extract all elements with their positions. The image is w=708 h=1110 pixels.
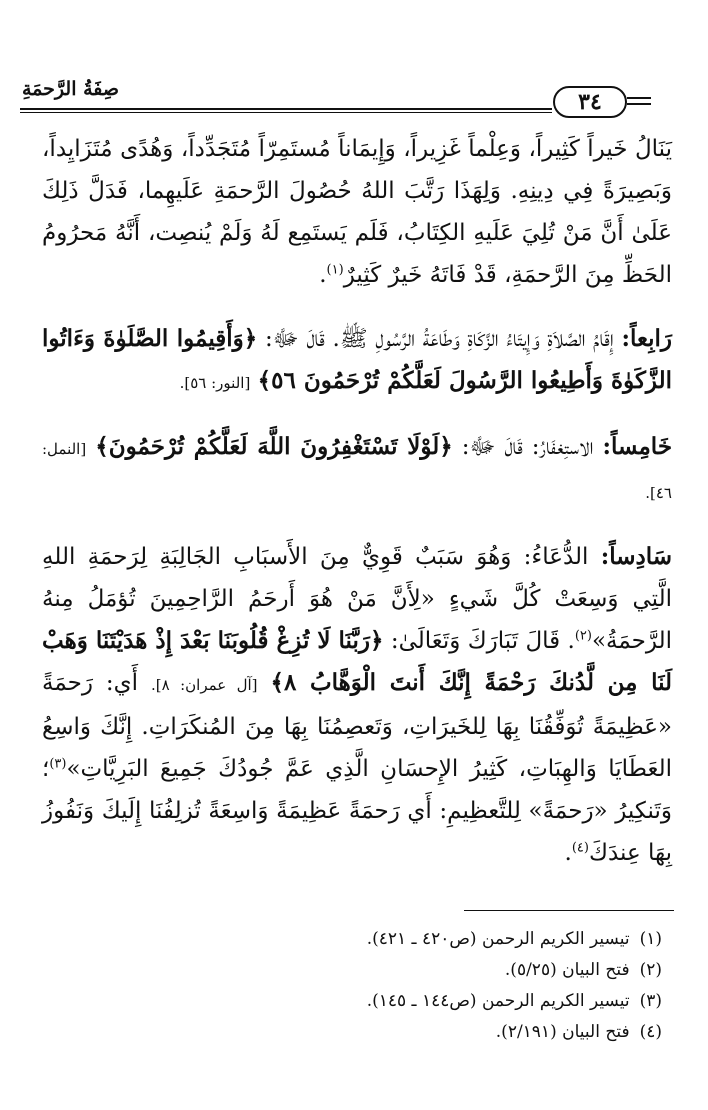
quran-verse: ﴿وَأَقِيمُوا الصَّلَوٰةَ وَءَاتُوا الزَّكَوٰةَ وَأَطِيعُوا الرَّسُولَ لَعَلَّكُمْ تُرْحَمُونَ ٥٦﴾ xyxy=(42,325,672,394)
quran-verse: ﴿لَوْلَا تَسْتَغْفِرُونَ اللَّهَ لَعَلَّكُمْ تُرْحَمُونَ﴾ xyxy=(95,433,453,460)
paragraph-text: الاستِغفَارُ: قَالَ ﷻ: xyxy=(461,434,594,460)
section-lead: سَادِساً: xyxy=(600,543,672,570)
verse-reference: [آل عمران: ٨]. xyxy=(151,676,258,694)
paragraph-text: يَنَالُ خَيراً كَثِيراً، وَعِلْماً غَزِيراً، وَإِيمَاناً مُستَمِرّاً مُتَجَدِّداً، وَهُدًى مُتَزَايِداً، وَبَصِيرَةً فِي دِينِهِ. وَلِهَذَا رَتَّبَ اللهُ حُصُولَ الرَّحمَةِ عَلَيهِما، فَدَلَّ ذَلِكَ عَلَىٰ أَنَّ مَنْ تُلِيَ عَلَيهِ الكِتَابُ، فَلَم يَستَمِع لَهُ وَلَمْ يُنصِت، أَنَّهُ مَحرُومُ الحَظِّ مِنَ الرَّحمَةِ، قَدْ فَاتَهُ خَيرٌ كَثِيرٌ xyxy=(42,136,672,288)
footnote-item xyxy=(42,955,662,986)
body-text xyxy=(42,128,672,874)
footnote-item xyxy=(42,986,662,1017)
footnote-item xyxy=(42,924,662,955)
paragraph-5th xyxy=(42,426,672,514)
paragraph-text: إِقَامُ الصَّلاَةِ وَإِيتَاءُ الزَّكَاةِ وَطَاعَةُ الرَّسُولِ ﷺ. قَالَ ﷻ: xyxy=(264,326,614,352)
header-rule-thin xyxy=(20,112,552,113)
header-rule xyxy=(20,108,552,110)
punctuation: . xyxy=(319,262,327,288)
header-ornament-line xyxy=(627,97,651,99)
section-lead: رَابِعاً: xyxy=(621,325,672,352)
footnote-marker: (١) xyxy=(326,262,344,278)
quran-verse: ﴿رَبَّنَا لَا تُزِغْ قُلُوبَنَا بَعْدَ إِذْ هَدَيْتَنَا وَهَبْ لَنَا مِن لَّدُنكَ رَحْمَةً إِنَّكَ أَنتَ الْوَهَّابُ ٨﴾ xyxy=(42,627,673,696)
punctuation: . xyxy=(564,840,572,866)
paragraph-4th xyxy=(42,318,672,404)
footnote-text: تيسير الكريم الرحمن (ص١٤٤ ـ ١٤٥). xyxy=(366,991,630,1011)
footnotes xyxy=(42,924,662,1048)
running-header-title: صِفَةُ الرَّحمَةِ xyxy=(22,78,120,100)
section-lead: خَامِساً: xyxy=(602,433,673,460)
header-ornament-line xyxy=(627,103,651,105)
paragraph-text: . قَالَ تَبَارَكَ وَتَعَالَىٰ: xyxy=(390,628,575,654)
paragraph-text: ؛ وَتَنكِيرُ «رَحمَةً» لِلتَّعظِيمِ: أَي رَحمَةً عَظِيمَةً وَاسِعَةً تُزلِفُنَا إِلَيكَ وَنَفُوزُ بِهَا عِندَكَ xyxy=(42,756,672,866)
footnote-number: (٤) xyxy=(639,1022,662,1042)
footnote-text: فتح البيان (٥/٢٥). xyxy=(504,960,630,980)
footnote-number: (٣) xyxy=(639,991,662,1011)
footnote-number: (٢) xyxy=(639,960,662,980)
paragraph-text: الدُّعَاءُ: وَهُوَ سَبَبٌ قَوِيٌّ مِنَ الأَسبَابِ الجَالِبَةِ لِرَحمَةِ اللهِ الَّتِي وَسِعَتْ كُلَّ شَيءٍ «لِأَنَّ مَنْ هُوَ أَرحَمُ الرَّاحِمِينَ تُؤمَلُ مِنهُ الرَّحمَةُ» xyxy=(42,544,672,654)
footnote-text: تيسير الكريم الرحمن (ص٤٢٠ ـ ٤٢١). xyxy=(366,929,630,949)
verse-reference: [النمل: ٤٦]. xyxy=(42,440,672,502)
footnote-marker: (٤) xyxy=(571,840,589,856)
paragraph-text: أَي: رَحمَةً «عَظِيمَةً تُوَفِّقُنَا بِهَا لِلخَيرَاتِ، وَتَعصِمُنَا بِهَا مِنَ المُنكَرَاتِ. إِنَّكَ وَاسِعُ العَطَايَا وَالهِبَاتِ، كَثِيرُ الإِحسَانِ الَّذِي عَمَّ جُودُكَ جَمِيعَ البَرِيَّاتِ» xyxy=(42,670,672,782)
page-number-badge: ٣٤ xyxy=(553,86,627,118)
footnote-number: (١) xyxy=(639,929,662,949)
footnote-marker: (٣) xyxy=(49,756,67,772)
footnote-item xyxy=(42,1017,662,1048)
footnote-separator xyxy=(464,910,674,911)
paragraph-1 xyxy=(42,128,672,296)
paragraph-6th xyxy=(42,536,672,874)
verse-reference: [النور: ٥٦]. xyxy=(179,374,251,392)
footnote-marker: (٢) xyxy=(574,628,592,644)
footnote-text: فتح البيان (٢/١٩١). xyxy=(495,1022,630,1042)
